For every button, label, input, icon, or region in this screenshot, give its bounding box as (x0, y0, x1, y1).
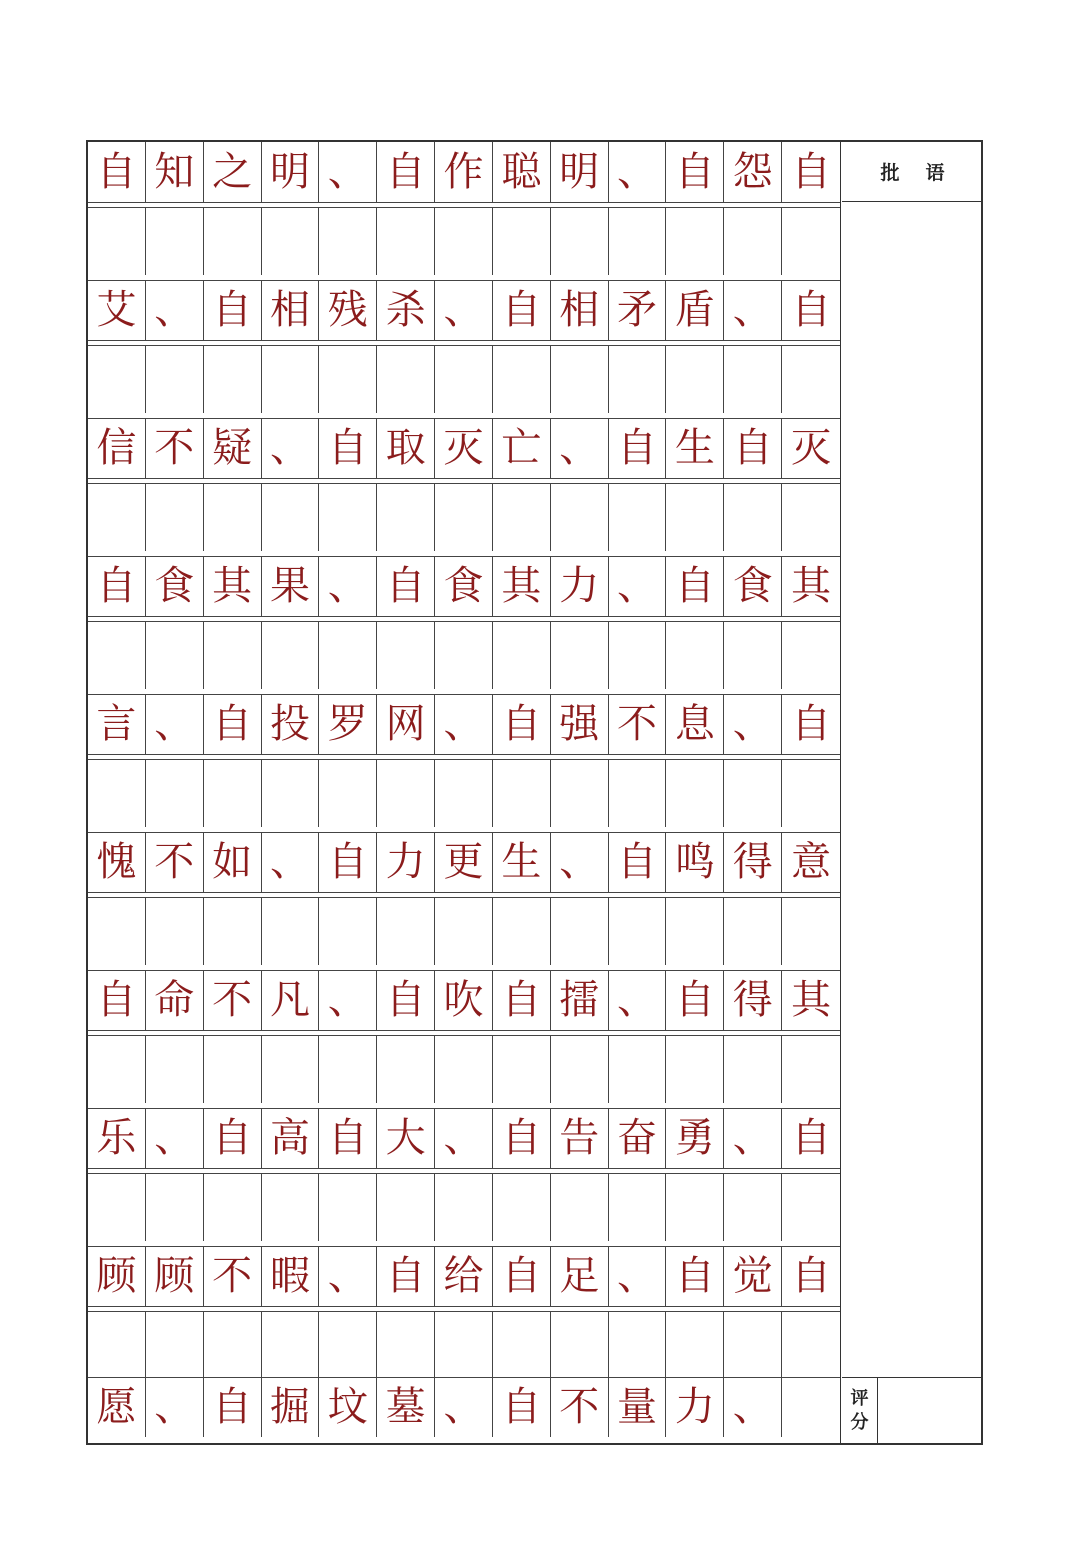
blank-practice-cell (146, 759, 204, 827)
grid-cell: 自 (666, 970, 724, 1030)
grid-cell: 自 (377, 556, 435, 616)
blank-practice-cell (724, 621, 782, 689)
grid-cell: 告 (551, 1108, 609, 1168)
blank-practice-cell (724, 345, 782, 413)
grid-cell: 顾 (146, 1246, 204, 1306)
blank-practice-cell (551, 621, 609, 689)
blank-practice-cell (666, 207, 724, 275)
grid-cell: 其 (204, 556, 262, 616)
blank-practice-cell (204, 621, 262, 689)
row-rule (88, 970, 840, 971)
grid-cell: 残 (319, 280, 377, 340)
blank-practice-cell (493, 621, 551, 689)
blank-practice-cell (782, 483, 840, 551)
blank-practice-cell (146, 483, 204, 551)
grid-cell: 乐 (88, 1108, 146, 1168)
grid-cell: 、 (319, 1246, 377, 1306)
blank-practice-cell (782, 345, 840, 413)
grid-cell: 自 (493, 1377, 551, 1437)
blank-practice-cell (146, 897, 204, 965)
grid-cell: 自 (204, 1108, 262, 1168)
grid-cell: 作 (435, 142, 493, 202)
blank-practice-cell (204, 207, 262, 275)
blank-practice-cell (551, 345, 609, 413)
blank-practice-cell (319, 1311, 377, 1379)
row-rule (88, 1306, 840, 1307)
blank-practice-cell (724, 1173, 782, 1241)
grid-cell: 、 (609, 970, 667, 1030)
blank-practice-cell (377, 207, 435, 275)
blank-practice-cell (319, 207, 377, 275)
blank-practice-cell (609, 345, 667, 413)
grid-cell: 言 (88, 694, 146, 754)
blank-practice-cell (88, 1035, 146, 1103)
row-rule (88, 754, 840, 755)
score-label-char: 分 (850, 1412, 869, 1433)
score-label-char: 评 (850, 1387, 869, 1409)
blank-practice-cell (782, 897, 840, 965)
grid-cell: 给 (435, 1246, 493, 1306)
blank-practice-cell (262, 345, 320, 413)
blank-practice-cell (493, 1173, 551, 1241)
score-box (842, 1377, 983, 1445)
grid-cell: 自 (609, 418, 667, 478)
grid-cell: 、 (724, 280, 782, 340)
grid-cell: 、 (262, 832, 320, 892)
grid-cell: 、 (262, 418, 320, 478)
blank-practice-cell (319, 1035, 377, 1103)
grid-cell: 自 (791, 1253, 832, 1299)
grid-cell: 、 (435, 1377, 493, 1437)
row-rule (88, 1168, 840, 1169)
grid-cell: 自 (666, 556, 724, 616)
blank-practice-cell (551, 759, 609, 827)
grid-cell: 、 (609, 556, 667, 616)
blank-practice-cell (666, 759, 724, 827)
grid-cell: 投 (262, 694, 320, 754)
grid-cell: 罗 (319, 694, 377, 754)
blank-practice-cell (609, 1311, 667, 1379)
grid-cell: 自 (724, 418, 782, 478)
blank-practice-cell (319, 621, 377, 689)
grid-cell: 、 (319, 970, 377, 1030)
practice-sheet (86, 140, 983, 1445)
blank-practice-cell (724, 1311, 782, 1379)
blank-practice-cell (435, 1311, 493, 1379)
blank-practice-cell (551, 1173, 609, 1241)
grid-cell: 息 (666, 694, 724, 754)
blank-practice-cell (204, 897, 262, 965)
grid-cell: 命 (146, 970, 204, 1030)
grid-cell: 自 (319, 1108, 377, 1168)
grid-cell: 、 (319, 142, 377, 202)
blank-practice-cell (609, 759, 667, 827)
grid-cell: 自 (88, 556, 146, 616)
grid-cell: 自 (666, 142, 724, 202)
row-rule (88, 1377, 840, 1378)
grid-cell: 如 (204, 832, 262, 892)
grid-cell: 生 (666, 418, 724, 478)
blank-practice-cell (377, 1311, 435, 1379)
blank-practice-cell (262, 1173, 320, 1241)
blank-practice-cell (551, 897, 609, 965)
grid-cell: 不 (609, 694, 667, 754)
grid-cell: 不 (146, 418, 204, 478)
grid-cell: 自 (204, 280, 262, 340)
blank-practice-cell (551, 207, 609, 275)
blank-practice-cell (666, 345, 724, 413)
grid-cell: 愧 (88, 832, 146, 892)
grid-cell: 鸣 (666, 832, 724, 892)
grid-cell: 食 (435, 556, 493, 616)
grid-cell: 盾 (666, 280, 724, 340)
row-rule (88, 478, 840, 479)
grid-cell: 墓 (377, 1377, 435, 1437)
blank-practice-cell (782, 621, 840, 689)
grid-cell: 灭 (791, 425, 832, 471)
row-rule (88, 616, 840, 617)
blank-practice-cell (146, 207, 204, 275)
blank-practice-cell (493, 345, 551, 413)
blank-practice-cell (435, 897, 493, 965)
grid-cell: 量 (609, 1377, 667, 1437)
grid-cell: 自 (666, 1246, 724, 1306)
grid-cell: 、 (435, 1108, 493, 1168)
grid-cell: 强 (551, 694, 609, 754)
grid-cell: 高 (262, 1108, 320, 1168)
blank-practice-cell (204, 1311, 262, 1379)
blank-practice-cell (551, 1035, 609, 1103)
grid-cell: 足 (551, 1246, 609, 1306)
grid-cell: 自 (791, 1115, 832, 1161)
blank-practice-cell (609, 1035, 667, 1103)
grid-cell: 、 (609, 1246, 667, 1306)
grid-cell: 自 (493, 970, 551, 1030)
blank-practice-cell (262, 1035, 320, 1103)
blank-practice-cell (88, 759, 146, 827)
grid-cell: 暇 (262, 1246, 320, 1306)
grid-cell: 得 (724, 832, 782, 892)
blank-practice-cell (377, 345, 435, 413)
grid-cell: 聪 (493, 142, 551, 202)
grid-cell: 自 (204, 1377, 262, 1437)
blank-practice-cell (262, 483, 320, 551)
grid-cell: 、 (724, 1377, 782, 1437)
blank-practice-cell (88, 1173, 146, 1241)
grid-cell: 果 (262, 556, 320, 616)
blank-practice-cell (146, 1035, 204, 1103)
blank-practice-cell (609, 621, 667, 689)
blank-practice-cell (782, 1035, 840, 1103)
grid-cell: 愿 (88, 1377, 146, 1437)
grid-cell: 自 (493, 1108, 551, 1168)
blank-practice-cell (666, 1173, 724, 1241)
grid-cell: 、 (146, 280, 204, 340)
grid-cell: 、 (435, 694, 493, 754)
grid-cell: 网 (377, 694, 435, 754)
grid-cell: 杀 (377, 280, 435, 340)
grid-cell: 得 (724, 970, 782, 1030)
grid-cell: 食 (724, 556, 782, 616)
blank-practice-cell (262, 897, 320, 965)
blank-practice-cell (377, 897, 435, 965)
grid-cell: 、 (609, 142, 667, 202)
row-rule (88, 418, 840, 419)
grid-cell: 食 (146, 556, 204, 616)
remarks-header (842, 142, 983, 202)
blank-practice-cell (377, 483, 435, 551)
grid-cell: 更 (435, 832, 493, 892)
row-rule (88, 694, 840, 695)
grid-cell: 自 (377, 1246, 435, 1306)
remarks-label: 批语 (880, 162, 971, 184)
blank-practice-cell (435, 759, 493, 827)
blank-practice-cell (146, 1311, 204, 1379)
blank-practice-cell (666, 483, 724, 551)
row-rule (88, 1246, 840, 1247)
grid-cell: 、 (435, 280, 493, 340)
blank-practice-cell (551, 1311, 609, 1379)
blank-practice-cell (319, 759, 377, 827)
blank-practice-cell (493, 483, 551, 551)
grid-cell: 勇 (666, 1108, 724, 1168)
grid-cell: 怨 (724, 142, 782, 202)
blank-practice-cell (377, 1035, 435, 1103)
grid-cell: 、 (551, 832, 609, 892)
grid-cell: 奋 (609, 1108, 667, 1168)
blank-practice-cell (724, 207, 782, 275)
blank-practice-cell (493, 759, 551, 827)
blank-practice-cell (609, 1173, 667, 1241)
grid-cell: 凡 (262, 970, 320, 1030)
grid-cell: 擂 (551, 970, 609, 1030)
grid-cell: 信 (88, 418, 146, 478)
grid-cell: 自 (88, 142, 146, 202)
blank-practice-cell (609, 897, 667, 965)
grid-cell: 取 (377, 418, 435, 478)
grid-cell: 明 (262, 142, 320, 202)
grid-cell: 相 (551, 280, 609, 340)
blank-practice-cell (319, 345, 377, 413)
row-rule (88, 280, 840, 281)
row-rule (88, 832, 840, 833)
grid-cell: 自 (319, 832, 377, 892)
grid-cell: 不 (204, 1246, 262, 1306)
grid-cell: 亡 (493, 418, 551, 478)
blank-practice-cell (204, 1173, 262, 1241)
grid-cell: 力 (551, 556, 609, 616)
grid-cell: 自 (493, 280, 551, 340)
grid-cell: 自 (493, 1246, 551, 1306)
grid-cell: 自 (791, 701, 832, 747)
blank-practice-cell (666, 1311, 724, 1379)
blank-practice-cell (435, 345, 493, 413)
blank-practice-cell (435, 207, 493, 275)
blank-practice-cell (319, 1173, 377, 1241)
grid-cell: 不 (551, 1377, 609, 1437)
grid-cell: 顾 (88, 1246, 146, 1306)
margin-divider (840, 142, 841, 1443)
grid-cell: 自 (493, 694, 551, 754)
row-rule (88, 892, 840, 893)
blank-practice-cell (88, 345, 146, 413)
grid-cell: 知 (146, 142, 204, 202)
grid-cell: 、 (146, 1108, 204, 1168)
grid-cell: 、 (724, 1108, 782, 1168)
grid-cell: 不 (146, 832, 204, 892)
blank-practice-cell (609, 483, 667, 551)
grid-cell: 自 (791, 149, 832, 195)
blank-practice-cell (146, 345, 204, 413)
blank-practice-cell (204, 345, 262, 413)
blank-practice-cell (146, 1173, 204, 1241)
blank-practice-cell (88, 483, 146, 551)
blank-practice-cell (319, 483, 377, 551)
blank-practice-cell (724, 759, 782, 827)
grid-cell: 矛 (609, 280, 667, 340)
blank-practice-cell (377, 759, 435, 827)
blank-practice-cell (782, 759, 840, 827)
grid-cell: 之 (204, 142, 262, 202)
blank-practice-cell (666, 621, 724, 689)
blank-practice-cell (782, 1311, 840, 1379)
blank-practice-cell (262, 621, 320, 689)
blank-practice-cell (146, 621, 204, 689)
blank-practice-cell (88, 1311, 146, 1379)
blank-practice-cell (262, 759, 320, 827)
blank-practice-cell (666, 1035, 724, 1103)
grid-cell: 自 (319, 418, 377, 478)
blank-practice-cell (493, 207, 551, 275)
blank-practice-cell (609, 207, 667, 275)
row-rule (88, 1108, 840, 1109)
blank-practice-cell (493, 1035, 551, 1103)
blank-practice-cell (204, 483, 262, 551)
grid-cell: 觉 (724, 1246, 782, 1306)
grid-cell: 艾 (88, 280, 146, 340)
row-rule (88, 1030, 840, 1031)
blank-practice-cell (88, 207, 146, 275)
blank-practice-cell (435, 621, 493, 689)
blank-practice-cell (551, 483, 609, 551)
grid-cell: 疑 (204, 418, 262, 478)
grid-cell: 明 (551, 142, 609, 202)
blank-practice-cell (262, 207, 320, 275)
blank-practice-cell (435, 1173, 493, 1241)
grid-cell: 其 (791, 563, 832, 609)
grid-cell: 意 (791, 839, 832, 885)
blank-practice-cell (493, 1311, 551, 1379)
grid-cell: 大 (377, 1108, 435, 1168)
grid-cell: 自 (791, 287, 832, 333)
grid-cell (782, 1377, 840, 1437)
grid-cell: 自 (609, 832, 667, 892)
row-rule (88, 202, 840, 203)
grid-cell: 自 (204, 694, 262, 754)
blank-practice-cell (724, 483, 782, 551)
blank-practice-cell (319, 897, 377, 965)
grid-cell: 生 (493, 832, 551, 892)
grid-cell: 、 (146, 1377, 204, 1437)
grid-cell: 、 (551, 418, 609, 478)
grid-cell: 力 (666, 1377, 724, 1437)
blank-practice-cell (435, 1035, 493, 1103)
grid-cell: 相 (262, 280, 320, 340)
grid-cell: 自 (377, 142, 435, 202)
grid-cell: 、 (319, 556, 377, 616)
grid-cell: 自 (88, 970, 146, 1030)
blank-practice-cell (782, 1173, 840, 1241)
blank-practice-cell (493, 897, 551, 965)
score-label (842, 1378, 878, 1444)
grid-cell: 、 (146, 694, 204, 754)
row-rule (88, 556, 840, 557)
grid-cell: 其 (791, 977, 832, 1023)
grid-cell: 、 (724, 694, 782, 754)
grid-cell: 吹 (435, 970, 493, 1030)
blank-practice-cell (782, 207, 840, 275)
blank-practice-cell (724, 1035, 782, 1103)
blank-practice-cell (377, 1173, 435, 1241)
row-rule (88, 340, 840, 341)
grid-cell: 灭 (435, 418, 493, 478)
grid-cell: 力 (377, 832, 435, 892)
grid-cell: 其 (493, 556, 551, 616)
blank-practice-cell (88, 621, 146, 689)
blank-practice-cell (724, 897, 782, 965)
grid-cell: 掘 (262, 1377, 320, 1437)
grid-cell: 坟 (319, 1377, 377, 1437)
blank-practice-cell (88, 897, 146, 965)
blank-practice-cell (262, 1311, 320, 1379)
blank-practice-cell (435, 483, 493, 551)
grid-cell: 不 (204, 970, 262, 1030)
blank-practice-cell (377, 621, 435, 689)
blank-practice-cell (666, 897, 724, 965)
grid-cell: 自 (377, 970, 435, 1030)
blank-practice-cell (204, 1035, 262, 1103)
blank-practice-cell (204, 759, 262, 827)
